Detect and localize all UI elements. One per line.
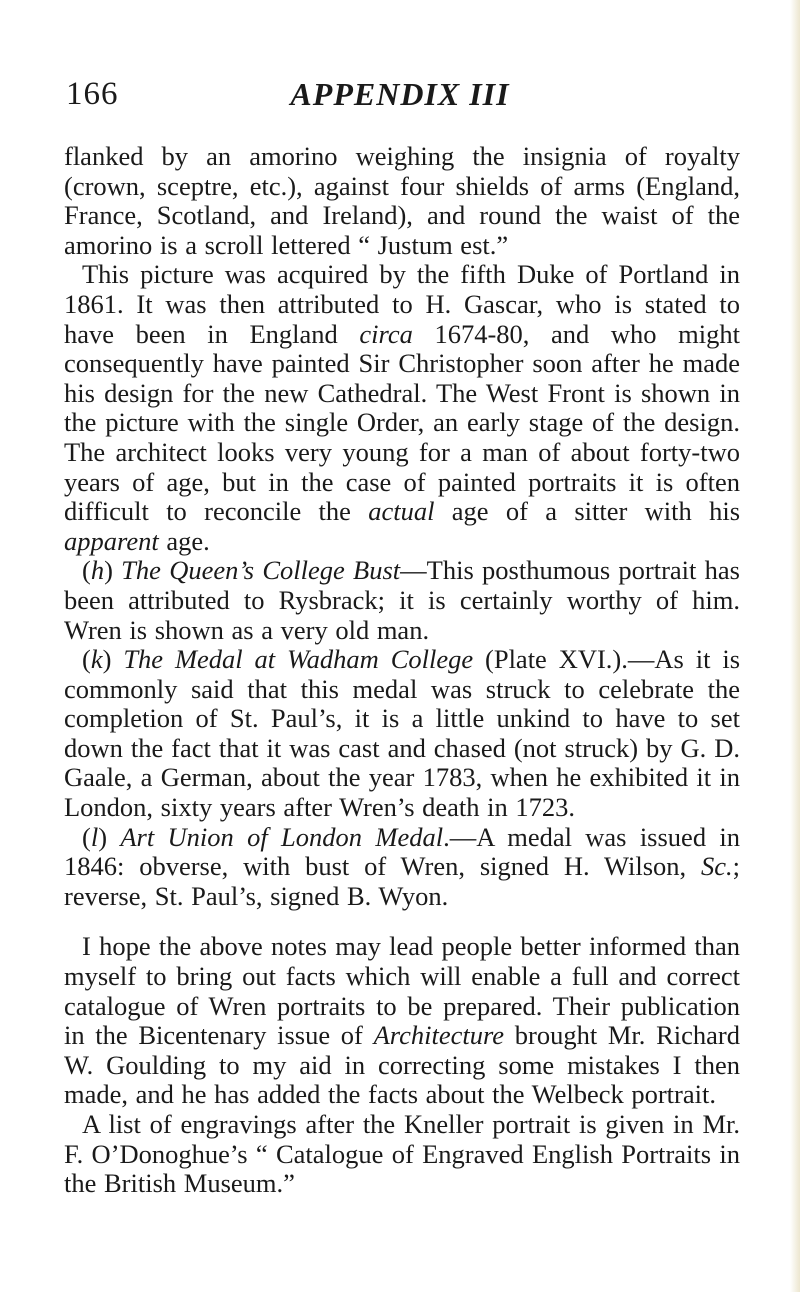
italic-text-run: The Medal at Wadham College: [123, 644, 474, 675]
text-run: brought Mr. Richard W. Goulding to my aid in correcting some mistakes I then made, and he has added the facts about the Welbeck portrait.: [64, 1020, 741, 1110]
text-run: (: [82, 644, 91, 675]
page-edge-shadow: [790, 0, 800, 1292]
text-run: .—A medal was issued in 1846: obverse, with bust of Wren, signed H. Wilson,: [64, 821, 741, 882]
text-run: ): [104, 555, 122, 586]
italic-text-run: l: [90, 821, 99, 852]
italic-text-run: Art Union of London Medal: [120, 821, 444, 852]
text-run: 1674-80, and who might consequently have painted Sir Christopher soon after he made his design for the new Cathedral. The West Front is shown in the picture with the single Order, an early stage of the design. The architect looks very young for a man of about forty-two years of age, but in the case of painted portraits it is often difficult to reconcile the: [64, 318, 740, 527]
text-run: A list of engravings after the Kneller portrait is given in Mr. F. O’Donoghue’s “ Catalogue of Engraved English Portraits in the British Museum.”: [64, 1109, 740, 1199]
paragraph-queens-college-bust: [64, 556, 740, 645]
italic-text-run: Sc.: [700, 851, 733, 882]
italic-text-run: Architecture: [373, 1020, 505, 1051]
text-run: —This posthumous portrait has been attributed to Rysbrack; it is certainly worthy of him. Wren is shown as a very old man.: [64, 555, 740, 645]
running-head: APPENDIX III: [290, 76, 510, 112]
italic-text-run: circa: [359, 318, 413, 349]
text-run: (: [82, 555, 91, 586]
text-run: I hope the above notes may lead people better informed than myself to bring out facts which will enable a full and correct catalogue of Wren portraits to be prepared. Their publication in the Bicentenary issue of: [64, 931, 740, 1051]
paragraph-closing-notes: [64, 932, 740, 1110]
text-run: ): [98, 821, 121, 852]
text-run: ; reverse, St. Paul’s, signed B. Wyon.: [64, 851, 740, 911]
text-run: This picture was acquired by the fifth Duke of Portland in 1861. It was then attributed to H. Gascar, who is stated to have been in England: [64, 259, 740, 349]
text-run: age of a sitter with his: [434, 496, 741, 527]
paragraph-portland-picture: [64, 260, 740, 556]
italic-text-run: k: [90, 644, 103, 675]
page-header: [0, 76, 800, 116]
page-number: 166: [66, 76, 119, 112]
text-run: flanked by an amorino weighing the insignia of royalty (crown, sceptre, etc.), against four shields of arms (England, France, Scotland, and Ireland), and round the waist of the amorino is a scroll lettered “ Justum est.”: [64, 141, 740, 260]
text-run: (Plate XVI.).—As it is commonly said that this medal was struck to celebrate the completion of St. Paul’s, it is a little unkind to have to set down the fact that it was cast and chased (not struck) by G. D. Gaale, a German, about the year 1783, when he exhibited it in London, sixty years after Wren’s death in 1723.: [64, 644, 741, 823]
text-run: ): [102, 644, 124, 675]
text-run: age.: [158, 525, 210, 556]
paragraph-art-union-medal: [64, 823, 740, 912]
italic-text-run: h: [90, 555, 105, 586]
paragraph-wadham-medal: [64, 645, 740, 823]
italic-text-run: actual: [368, 496, 435, 527]
body-text: [64, 142, 740, 1199]
italic-text-run: apparent: [64, 525, 159, 556]
paragraph-scroll-description: [64, 142, 740, 260]
italic-text-run: The Queen’s College Bust: [121, 555, 401, 586]
paragraph-engravings-list: [64, 1110, 740, 1199]
text-run: (: [82, 821, 91, 852]
